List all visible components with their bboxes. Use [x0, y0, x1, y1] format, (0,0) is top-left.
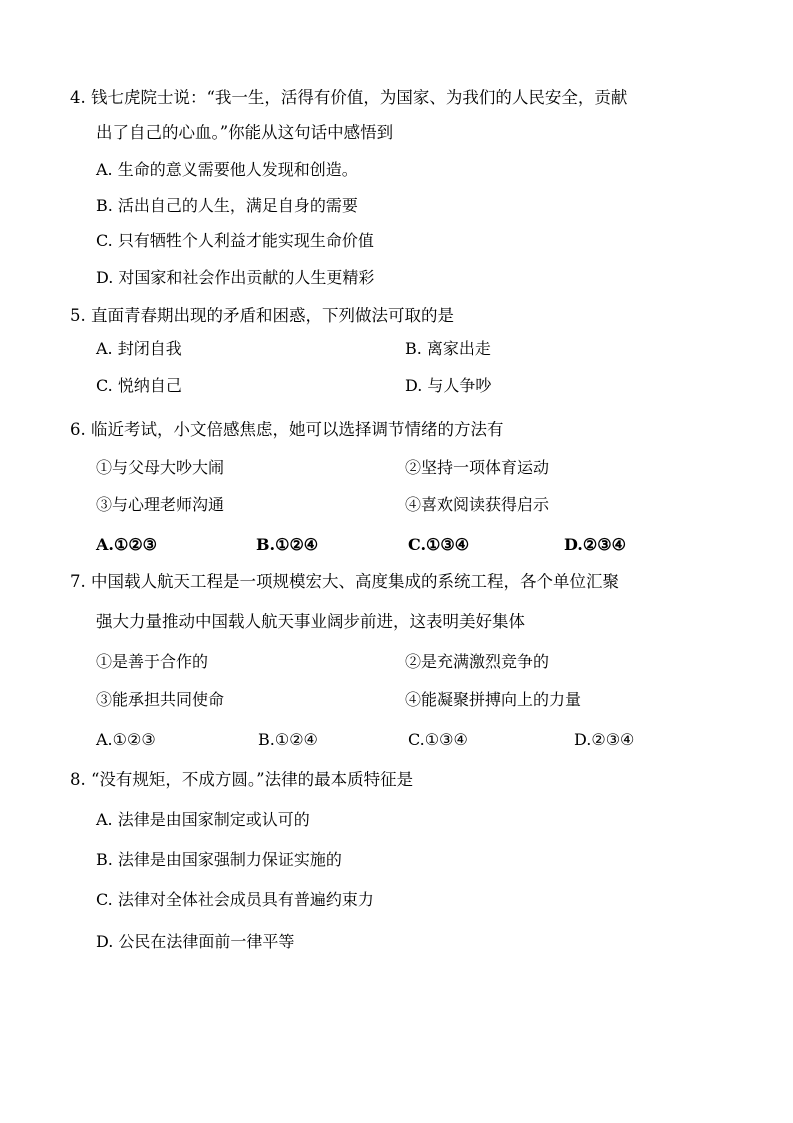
question-6-statement-3: ③与心理老师沟通 [96, 495, 225, 514]
question-6-statement-4: ④喜欢阅读获得启示 [405, 495, 550, 514]
question-7-stem-line-2: 强大力量推动中国载人航天事业阔步前进，这表明美好集体 [96, 612, 525, 631]
question-7-statement-4: ④能凝聚拼搏向上的力量 [405, 690, 582, 709]
question-6-stem: 6. 临近考试，小文倍感焦虑，她可以选择调节情绪的方法有 [70, 420, 504, 439]
question-4-option-d[interactable]: D. 对国家和社会作出贡献的人生更精彩 [96, 268, 375, 287]
question-4-option-a[interactable]: A. 生命的意义需要他人发现和创造。 [96, 160, 358, 179]
question-5-option-a[interactable]: A. 封闭自我 [96, 339, 182, 358]
question-7-statement-1: ①是善于合作的 [96, 652, 209, 671]
question-5-option-b[interactable]: B. 离家出走 [405, 339, 491, 358]
question-7-choice-c[interactable]: C.①③④ [408, 730, 468, 749]
question-6-statement-1: ①与父母大吵大闹 [96, 458, 225, 477]
question-8-stem: 8. “没有规矩，不成方圆。”法律的最本质特征是 [70, 770, 414, 789]
question-8-option-a[interactable]: A. 法律是由国家制定或认可的 [96, 810, 310, 829]
question-5-stem: 5. 直面青春期出现的矛盾和困惑，下列做法可取的是 [70, 306, 454, 325]
question-4-option-c[interactable]: C. 只有牺牲个人利益才能实现生命价值 [96, 231, 374, 250]
question-7-choice-d[interactable]: D.②③④ [574, 730, 635, 749]
question-6-choice-b[interactable]: B.①②④ [256, 535, 319, 554]
question-5-option-c[interactable]: C. 悦纳自己 [96, 376, 182, 395]
question-5-option-d[interactable]: D. 与人争吵 [405, 376, 492, 395]
question-8-option-d[interactable]: D. 公民在法律面前一律平等 [96, 932, 295, 951]
question-7-stem-line-1: 7. 中国载人航天工程是一项规模宏大、高度集成的系统工程，各个单位汇聚 [70, 572, 619, 591]
question-6-choice-d[interactable]: D.②③④ [564, 535, 626, 554]
question-4-option-b[interactable]: B. 活出自己的人生，满足自身的需要 [96, 196, 358, 215]
question-7-statement-3: ③能承担共同使命 [96, 690, 225, 709]
question-7-statement-2: ②是充满激烈竞争的 [405, 652, 550, 671]
question-6-choice-c[interactable]: C.①③④ [408, 535, 470, 554]
question-6-statement-2: ②坚持一项体育运动 [405, 458, 550, 477]
question-7-choice-a[interactable]: A.①②③ [96, 730, 156, 749]
question-8-option-b[interactable]: B. 法律是由国家强制力保证实施的 [96, 850, 342, 869]
question-4-stem-line-1: 4. 钱七虎院士说：“我一生，活得有价值，为国家、为我们的人民安全，贡献 [70, 88, 628, 107]
question-8-option-c[interactable]: C. 法律对全体社会成员具有普遍约束力 [96, 890, 374, 909]
question-4-stem-line-2: 出了自己的心血。”你能从这句话中感悟到 [96, 123, 394, 142]
question-7-choice-b[interactable]: B.①②④ [258, 730, 318, 749]
question-6-choice-a[interactable]: A.①②③ [96, 535, 158, 554]
